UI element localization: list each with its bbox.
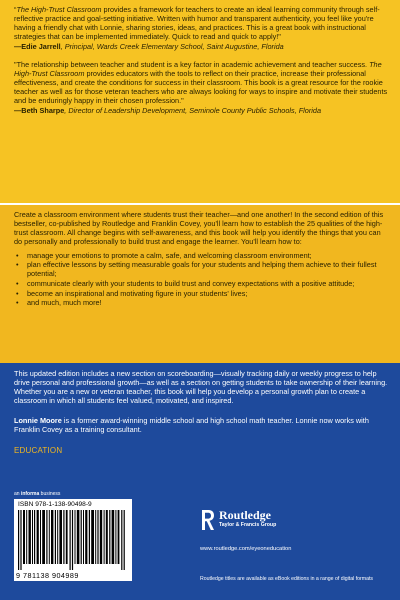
edition-paragraph: This updated edition includes a new section on scoreboarding—visually tracking daily or weekly progress to help drive personal and professional growth—as well as a section on getting students to take ownership of their learning. Whether you are a new or veteran teacher, this book will help you develop a personal growth plan to create a classroom in which all students feel valued, motivated, and inspired. (14, 369, 388, 406)
endorsement-quote-1 (14, 5, 388, 51)
publisher-block (200, 508, 390, 588)
list-item: • become an inspirational and motivating figure in your students' lives; (16, 288, 248, 298)
bullet-icon: • (16, 260, 19, 270)
list-item: • and much, much more! (16, 298, 102, 308)
isbn-number: ISBN 978-1-138-90498-9 (18, 501, 92, 508)
list-item: • communicate clearly with your students to build trust and convey expectations with a positive attitude; (16, 279, 355, 289)
endorsement-quote-2 (14, 60, 388, 115)
routledge-logo-icon (200, 508, 216, 532)
book-title-italic: The High-Trust Classroom (16, 5, 102, 14)
ebook-availability-note: Routledge titles are available as eBook editions in a range of digital formats (200, 576, 374, 582)
publisher-url: www.routledge.com/eyeoneducation (200, 546, 292, 552)
author-bio: Lonnie Moore is a former award-winning middle school and high school math teacher. Lonnie now works with Franklin Covey as a training consultant. (14, 415, 369, 434)
book-title-italic: The High-Trust Classroom (14, 59, 382, 78)
author-name: Lonnie Moore (14, 415, 62, 425)
barcode-area (14, 491, 182, 581)
barcode-digits: 9 781138 904989 (16, 571, 79, 580)
bullet-icon: • (16, 279, 19, 289)
intro-paragraph: Create a classroom environment where students trust their teacher—and one another! In the second edition of this bestseller, co-published by Routledge and Franklin Covey, you'll learn how to establish the 25 qualities of the high-trust classroom. All change begins with self-awareness, and this book will help you identify the things that you can do personally and professionally to build trust and engage the learner. You'll learn how to: (14, 210, 384, 247)
quote-1-attribution: —Edie Jarrell, Principal, Wards Creek Elementary School, Saint Augustine, Florida (14, 41, 284, 51)
publisher-name: Routledge (219, 508, 271, 522)
list-item: • plan effective lessons by setting measurable goals for your students and helping them achieve to their fullest potential; (16, 260, 377, 279)
quote-2-text: "The relationship between teacher and student is a key factor in academic achievement and teacher success. The High-Trust Classroom provides educators with the tools to reflect on their practice, increase their professional effectiveness, and create the conditions for success in their classroom. This book is a great resource for the rookie teacher as well as for those veteran teachers who are always looking for ways to inspire and motivate their students and be enduringly happy in their chosen profession." (14, 59, 388, 106)
bullet-icon: • (16, 250, 19, 260)
bullet-icon: • (16, 288, 19, 298)
learning-list (14, 251, 388, 308)
informa-business-label: an informa business (14, 491, 61, 497)
bullet-icon: • (16, 298, 19, 308)
list-item: • manage your emotions to promote a calm, safe, and welcoming classroom environment; (16, 250, 312, 260)
subject-category: EDUCATION (14, 445, 63, 455)
quote-1-text: “The High-Trust Classroom provides a framework for teachers to create an ideal learning community through self-reflective practice and goal-setting initiative. Written with humor and transparent authenticity, you feel like you're having a friendly chat with Lonnie, sharing stories, ideas, and practices. This is a great book with instructional strategies that can be implemented immediately. Quick to read and quick to apply!" (14, 5, 380, 42)
barcode-box (14, 499, 132, 581)
publisher-group: Taylor & Francis Group (219, 522, 277, 528)
barcode-icon (18, 510, 128, 570)
endorsements-panel (0, 0, 400, 203)
description-panel (0, 205, 400, 363)
quote-2-attribution: —Beth Sharpe, Director of Leadership Development, Seminole County Public Schools, Florida (14, 105, 322, 115)
